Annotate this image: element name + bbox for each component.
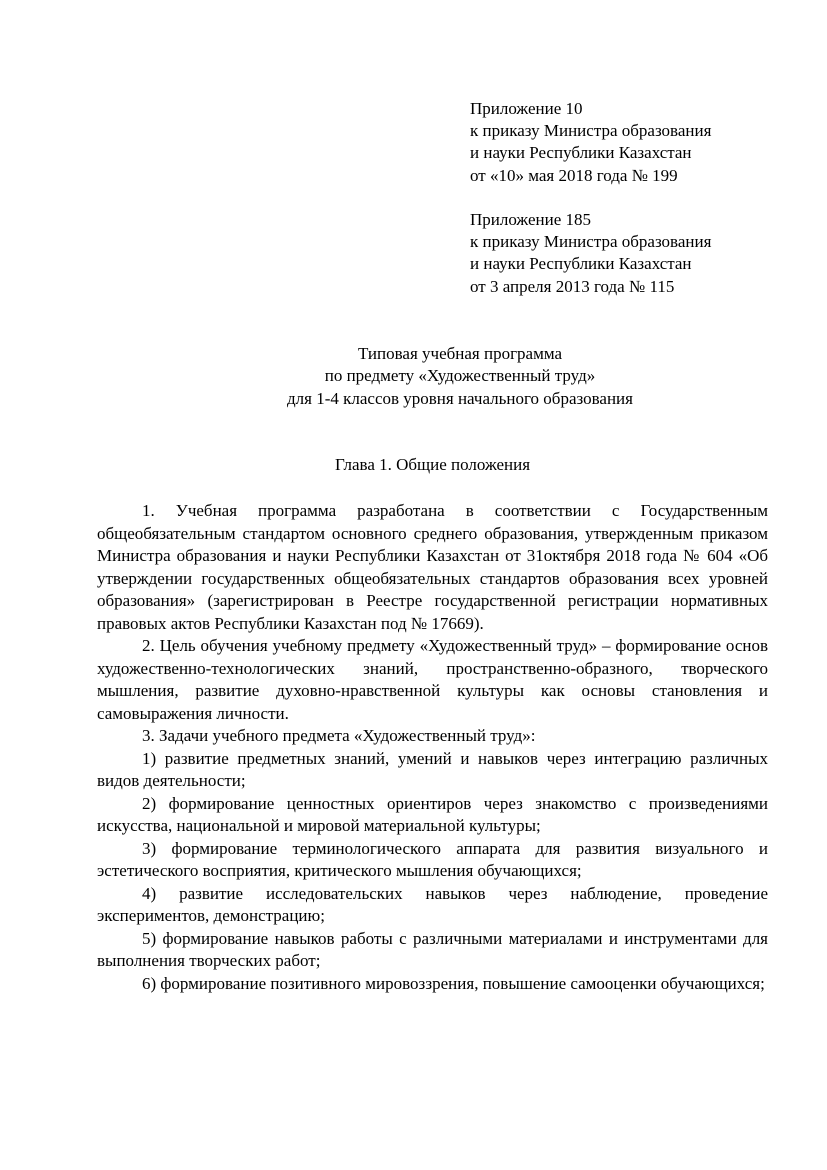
approval-line: Приложение 10 — [470, 99, 583, 118]
approval-line: и науки Республики Казахстан — [470, 254, 692, 274]
approval-block-appendix-10 — [470, 98, 790, 187]
approval-header-zone — [470, 98, 790, 298]
body-paragraph: 3) формирование терминологического аппарата для развития визуального и эстетического восприятия, критического мышления обучающихся; — [97, 838, 768, 880]
approval-line: к приказу Министра образования — [470, 121, 712, 141]
body-paragraph: 2) формирование ценностных ориентиров через знакомство с произведениями искусства, национальной и мировой материальной культуры; — [97, 793, 768, 835]
page-title-line: для 1-4 классов уровня начального образования — [287, 388, 633, 408]
body-text-column — [97, 500, 768, 995]
approval-line: и науки Республики Казахстан — [470, 143, 692, 163]
body-paragraph: 1. Учебная программа разработана в соответствии с Государственным общеобязательным стандартом основного среднего образования, утвержденным приказом Министра образования и науки Республики Казахстан от 31октября 2018 года № 604 «Об утверждении государственных общеобязательных стандартов образования всех уровней образования» (зарегистрирован в Реестре государственной регистрации нормативных правовых актов Республики Казахстан под № 17669). — [97, 501, 768, 633]
body-paragraph: 2. Цель обучения учебному предмету «Художественный труд» – формирование основ художественно-технологических знаний, пространственно-образного, творческого мышления, развитие духовно-нравственной культуры как основы становления и самовыражения личности. — [97, 636, 768, 723]
approval-line: к приказу Министра образования — [470, 232, 712, 252]
body-paragraph: 4) развитие исследовательских навыков через наблюдение, проведение экспериментов, демонстрацию; — [97, 883, 768, 925]
page-title-line: Типовая учебная программа — [357, 344, 563, 363]
body-paragraph: 6) формирование позитивного мировоззрения, повышение самооценки обучающихся; — [142, 973, 765, 993]
body-paragraph: 3. Задачи учебного предмета «Художественный труд»: — [142, 726, 536, 745]
body-paragraph: 5) формирование навыков работы с различными материалами и инструментами для выполнения творческих работ; — [97, 928, 768, 970]
approval-line: Приложение 185 — [470, 210, 591, 229]
approval-line: от 3 апреля 2013 года № 115 — [470, 276, 675, 296]
page-title-line: по предмету «Художественный труд» — [324, 366, 596, 386]
body-paragraph: 1) развитие предметных знаний, умений и навыков через интеграцию различных видов деятельности; — [97, 748, 768, 790]
approval-block-appendix-185 — [470, 209, 790, 298]
approval-line: от «10» мая 2018 года № 199 — [470, 165, 678, 185]
page-title — [60, 343, 827, 410]
chapter-heading: Глава 1. Общие положения — [334, 455, 531, 474]
